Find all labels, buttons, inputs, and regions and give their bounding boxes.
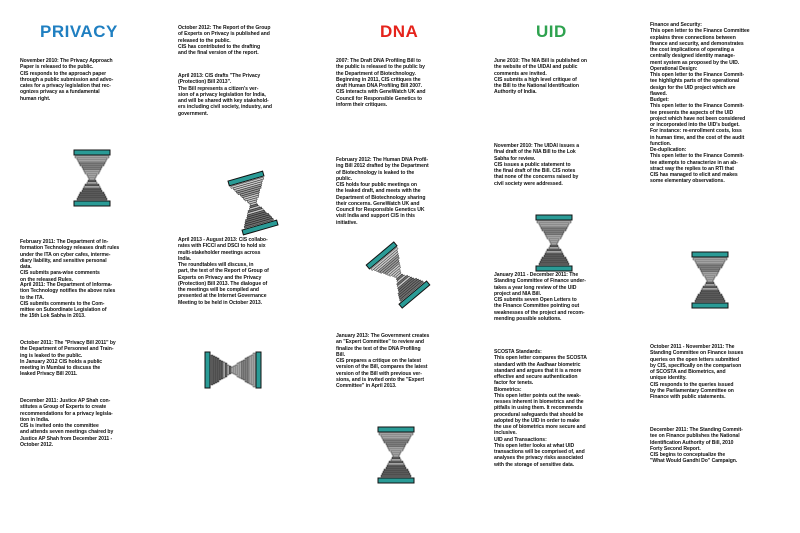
hourglass-icon — [534, 213, 574, 273]
uid-entry-oct-nov-2011: October 2011 - November 2011: The Standing Committee on Finance issues queries on the open letters submitted by CIS, specifically on the comparison of SCOSTA and Biometrics, and unique identity. CIS responds to the queries issued by the Parliamentary Committee on Finance with public statements. — [650, 344, 744, 400]
privacy-entry-dec-2011: December 2011: Justice AP Shah con- stitutes a Group of Experts to create recommendations for a privacy legisla- tion in India. CIS is invited onto the committee and attends seven meetings chaired by Justice AP Shah from December 2011 - October 2012. — [20, 398, 114, 448]
hourglass-icon — [226, 169, 281, 238]
uid-entry-nov-2010: November 2010: The UIDAI issues a final draft of the NIA Bill to the Lok Sabha for review. CIS issues a public statement to the final draft of the Bill. CIS notes that none of the concerns raised by civil society were addressed. — [494, 143, 579, 187]
uid-heading: UID — [536, 22, 567, 41]
dna-entry-jan-2013: January 2013: The Government creates an "Expert Committee" to review and finalize the text of the DNA Profiling Bill. CIS prepares a critique on the latest version of the Bill, compares the latest version of the Bill with previous ver- sions, and is invited onto the "Expert Committee" in April 2013. — [336, 333, 430, 389]
uid-entry-dec-2011: December 2011: The Standing Commit- tee on Finance publishes the National Identification Authority of Bill, 2010 Forty Second Report. CIS begins to conceptualize the "What Would Gandhi Do" Campaign. — [650, 427, 743, 465]
privacy-entry-apr-aug-2013: April 2013 - August 2013: CIS collabo- rates with FICCI and DSCI to hold six multi-stakeholder meetings across India. The roundtables will discuss, in part, the text of the Report of Group of Experts on Privacy and the Privacy (Protection) Bill 2013. The dialogue of the meetings will be compiled and presented at the Internet Governance Meeting to be held in October 2013. — [178, 237, 269, 306]
dna-column — [336, 0, 486, 533]
dna-heading: DNA — [380, 22, 419, 41]
dna-entry-feb-2012: February 2012: The Human DNA Profil- ing Bill 2012 drafted by the Department of Biotechnology is leaked to the public. CIS holds four public meetings on the leaked draft, and meets with the Department of Biotechnology sharing their concerns. GeneWatch UK and Council for Responsible Genetics UK visit India and support CIS in this initiative. — [336, 157, 429, 226]
privacy-column — [20, 0, 170, 533]
hourglass-icon — [203, 350, 263, 390]
uid-column — [494, 0, 644, 533]
dna-entry-2007: 2007: The Draft DNA Profiling Bill to the public is released to the public by the Department of Biotechnology. Beginning in 2011, CIS critiques the draft Human DNA Profiling Bill 2007. CIS interacts with GeneWatch UK and Council for Responsible Genetics to inform their critiques. — [336, 58, 426, 108]
hourglass-icon — [376, 425, 416, 485]
privacy-entry-apr-2011: April 2011: The Department of Informa- tion Technology notifies the above rules to the ITA. CIS submits comments to the Com- mittee on Subordinate Legislation of the 15th Lok Sabha in 2013. — [20, 282, 116, 320]
privacy-entry-apr-2013: April 2013: CIS drafts "The Privacy (Protection) Bill 2013". The Bill represents a citizen's ver- sion of a privacy legislation for India, and will be shared with key stakehold- ers including civil society, industry, and government. — [178, 73, 272, 117]
privacy-entry-oct-2011: October 2011: The "Privacy Bill 2011" by the Department of Personnel and Train- ing is leaked to the public. In January 2012 CIS holds a public meeting in Mumbai to discuss the leaked Privacy Bill 2011. — [20, 340, 116, 378]
uid-entry-jan-dec-2011: January 2011 - December 2011: The Standing Committee of Finance under- takes a year long review of the UID project and NIA Bill. CIS submits seven Open Letters to the Finance Committee pointing out weaknesses of the project and recom- mending possible solutions. — [494, 272, 586, 322]
privacy-heading: PRIVACY — [40, 22, 118, 41]
privacy-entry-oct-2012: October 2012: The Report of the Group of Experts on Privacy is published and released to the public. CIS has contributed to the drafting and the final version of the report. — [178, 25, 271, 56]
privacy-entry-nov-2010: November 2010: The Privacy Approach Paper is released to the public. CIS responds to the approach paper through a public submission and advo- cates for a privacy legislation that rec- ognizes privacy as a fundamental human right. — [20, 58, 114, 102]
uid-entry-jun-2010: June 2010: The NIA Bill is published on the website of the UIDAI and public comments are invited. CIS submits a high level critique of the Bill to the National Identification Authority of India. — [494, 58, 587, 96]
privacy-column-continued — [178, 0, 328, 533]
hourglass-icon — [690, 250, 730, 310]
hourglass-icon — [363, 239, 432, 311]
uid-open-letters: SCOSTA Standards: This open letter compares the SCOSTA standard with the Aadhaar biometric standard and argues that it is a more effective and secure authentication factor for tenets. Biometrics: This open letter points out the weak- nesses inherent in biometrics and the pitfalls in using them. It recommends procedural safeguards that should be adopted by the UID in order to make the use of biometrics more secure and inclusive. UID and Transactions: This open letter looks at what UID transactions will be comprised of, and analyses the privacy risks associated with the storage of sensitive data. — [494, 349, 587, 468]
uid-open-letters-continued: Finance and Security: This open letter to the Finance Committee explains three connections between finance and security, and demonstrates the cost implications of operating a centrally designed identity manage- ment system as proposed by the UID. Operational Design: This open letter to the Finance Commit- tee highlights parts of the operational design for the UID project which are flawed. Budget: This open letter to the Finance Commit- tee presents the aspects of the UID project which have not been considered or incorporated into the UID's budget. For instance: re-enrollment costs, loss in human time, and the cost of the audit function. De-duplication: This open letter to the Finance Commit- tee attempts to characterize in an ab- stract way the replies to an RTI that CIS has managed to elicit and makes some elementary observations. — [650, 22, 750, 185]
uid-column-continued — [650, 0, 798, 533]
privacy-entry-feb-2011: February 2011: The Department of In- formation Technology releases draft rules under the ITA on cyber cafes, interme- diary liability, and sensitive personal data. CIS submits para-wise comments on the released Rules. — [20, 239, 120, 283]
hourglass-icon — [72, 148, 112, 208]
